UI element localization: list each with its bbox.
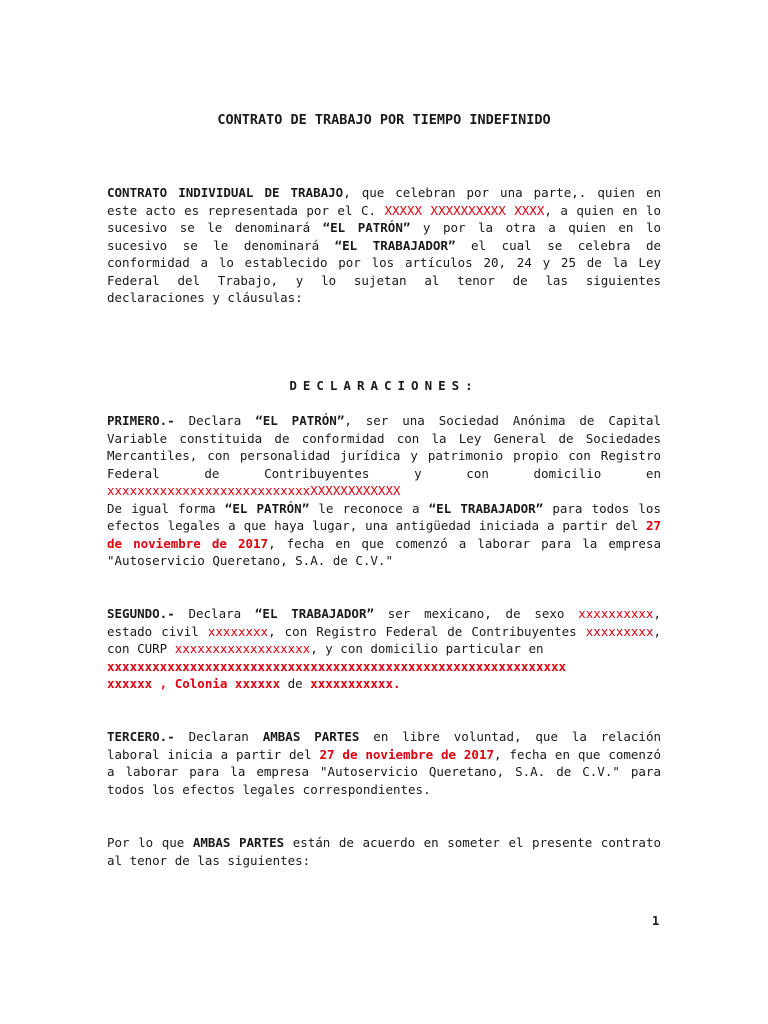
closing-text-2: están de acuerdo en someter el presente contrato al tenor de las siguientes: — [107, 835, 661, 868]
tercero-text-1: Declaran — [174, 729, 263, 744]
worker-address-field: xxxxxxxxxxxxxxxxxxxxxxxxxxxxxxxxxxxxxxxxxxxxxxxxxxxxxxxxxxxxx — [107, 658, 567, 674]
curp-field: xxxxxxxxxxxxxxxxxx — [174, 641, 311, 656]
tercero-lead: TERCERO.- — [107, 729, 175, 744]
primero-text-4: le reconoce a — [309, 500, 429, 516]
primero-text-6: , fecha en que comenzó a laborar para la empresa "Autoservicio Queretano, S.A. de C.V." — [107, 535, 661, 568]
tercero-text-3: , fecha en que comenzó a laborar para la empresa "Autoservicio Queretano, S.A. de C.V." para todos los efectos legales correspondientes. — [107, 746, 661, 797]
segundo-text-6: , y con domicilio particular en — [310, 641, 544, 656]
segundo-text-4: , con Registro Federal de Contribuyentes — [268, 623, 586, 639]
page-number: 1 — [652, 914, 660, 928]
intro-text-3: y por la otra a quien en lo sucesivo se le denominará — [107, 220, 661, 253]
ambas-partes-term: AMBAS PARTES — [192, 835, 285, 850]
start-date: 27 de noviembre de 2017 — [319, 746, 495, 762]
closing-text-1: Por lo que — [107, 835, 193, 850]
intro-text-1: , que celebran por una parte,. quien en este acto es representada por el C. — [107, 185, 661, 218]
segundo-lead: SEGUNDO.- — [107, 606, 175, 621]
colonia-field: xxxxxx , Colonia xxxxxx — [107, 676, 281, 691]
intro-text-2: , a quien en lo sucesivo se le denominará — [107, 202, 661, 235]
primero-text-3: De igual forma — [107, 500, 225, 516]
sex-field: xxxxxxxxxx — [578, 606, 654, 621]
rfc-field: xxxxxxxxx — [585, 623, 654, 639]
city-field: xxxxxxxxxxx. — [310, 676, 401, 691]
primero-lead: PRIMERO.- — [107, 413, 175, 428]
patron-term: “EL PATRÓN” — [224, 500, 310, 516]
patron-address: xxxxxxxxxxxxxxxxxxxxxxxxxxxXXXXXXXXXXXX — [107, 483, 401, 498]
segundo-text-5: , con CURP — [107, 623, 661, 656]
document-title: CONTRATO DE TRABAJO POR TIEMPO INDEFINIDO — [217, 112, 551, 128]
segundo-paragraph — [107, 605, 661, 693]
civil-status-field: xxxxxxxx — [207, 623, 269, 639]
intro-paragraph — [107, 184, 661, 307]
representative-name: XXXXX XXXXXXXXXX XXXX — [384, 202, 545, 218]
declaraciones-heading: DECLARACIONES: — [289, 378, 479, 393]
tercero-paragraph — [107, 728, 661, 798]
ambas-partes-term: AMBAS PARTES — [262, 729, 360, 744]
closing-paragraph — [107, 834, 661, 869]
segundo-text-2: ser mexicano, de sexo — [374, 606, 579, 621]
primero-paragraph — [107, 412, 661, 570]
segundo-text-3: , estado civil — [107, 606, 661, 639]
primero-text-5: para todos los efectos legales a que haya lugar, una antigüedad iniciada a partir del — [107, 500, 661, 533]
trabajador-term: “EL TRABAJADOR” — [428, 500, 544, 516]
trabajador-term: “EL TRABAJADOR” — [334, 237, 456, 253]
intro-text-4: el cual se celebra de conformidad a lo establecido por los artículos 20, 24 y 25 de la Ley Federal del Trabajo, y lo sujetan al tenor de las siguientes declaraciones y cláusulas: — [107, 237, 661, 305]
patron-term: “EL PATRÓN” — [255, 413, 345, 428]
primero-text-2: , ser una Sociedad Anónima de Capital Variable constituida de conformidad con la Ley General de Sociedades Mercantiles, con personalidad jurídica y patrimonio propio con Registro Federal de Contribuyentes y con domicilio en — [107, 413, 661, 481]
patron-term: “EL PATRÓN” — [322, 220, 411, 235]
tercero-text-2: en libre voluntad, que la relación laboral inicia a partir del — [107, 729, 662, 762]
primero-text-1: Declara — [174, 413, 256, 428]
trabajador-term: “EL TRABAJADOR” — [254, 606, 375, 621]
segundo-text-1: Declara — [174, 606, 255, 621]
intro-lead: CONTRATO INDIVIDUAL DE TRABAJO — [107, 185, 344, 200]
segundo-text-7: de — [280, 676, 311, 691]
start-date: 27 de noviembre de 2017 — [107, 518, 661, 551]
